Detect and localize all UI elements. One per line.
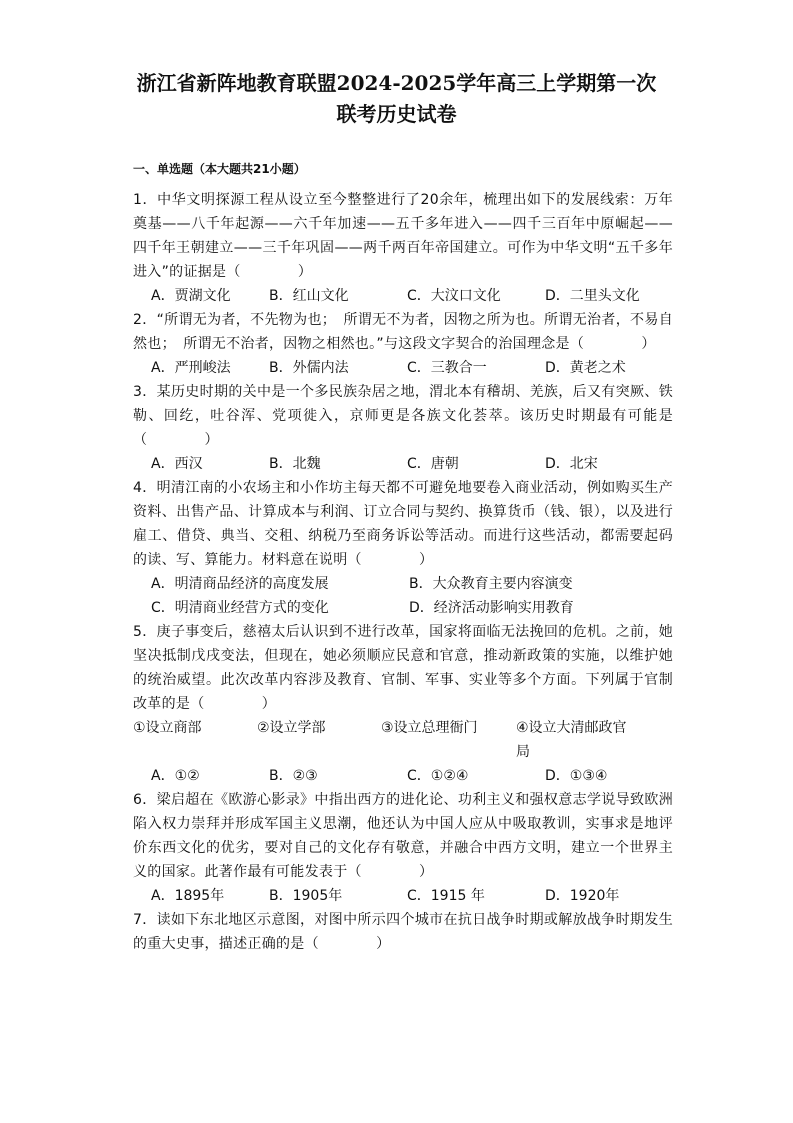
option-row	[133, 452, 673, 476]
sub-item-row	[133, 716, 673, 764]
section-heading: 一、单选题（本大题共21小题）	[133, 162, 306, 176]
question-stem: 2．“所谓无为者，不先物为也； 所谓无不为者，因物之所为也。所谓无治者，不易自然也； 所谓无不治者，因物之相然也。”与这段文字契合的治国理念是（ ）	[133, 312, 673, 352]
question-stem: 7．读如下东北地区示意图，对图中所示四个城市在抗日战争时期或解放战争时期发生的重大史事，描述正确的是（ ）	[133, 912, 673, 952]
question-4	[133, 476, 673, 620]
option-a: A．西汉	[151, 456, 203, 472]
option-d: D．二里头文化	[545, 288, 640, 304]
option-a: A．贾湖文化	[151, 288, 231, 304]
question-stem: 4．明清江南的小农场主和小作坊主每天都不可避免地要卷入商业活动，例如购买生产资料、出售产品、计算成本与利润、订立合同与契约、换算货币（钱、银），以及进行雇工、借贷、典当、交租、纳税乃至商务诉讼等活动。而进行这些活动，都需要起码的读、写、算能力。材料意在说明（ ）	[133, 480, 673, 568]
sub-item-2: ②设立学部	[257, 720, 326, 736]
question-6	[133, 788, 673, 908]
option-row	[133, 284, 673, 308]
question-1	[133, 188, 673, 308]
question-list	[133, 188, 673, 956]
option-b: B．1905年	[269, 888, 343, 904]
document-title	[100, 68, 693, 130]
option-c: C．唐朝	[407, 456, 459, 472]
question-stem: 5．庚子事变后，慈禧太后认识到不进行改革，国家将面临无法挽回的危机。之前，她坚决抵制戊戌变法，但现在，她必须顺应民意和官意，推动新政策的实施，以维护她的统治威望。此次改革内容涉及教育、官制、军事、实业等多个方面。下列属于官制改革的是（ ）	[133, 624, 673, 712]
option-row	[133, 884, 673, 908]
option-d: D．北宋	[545, 456, 598, 472]
option-c: C．三教合一	[407, 360, 487, 376]
option-d: D．①③④	[545, 768, 608, 784]
question-stem: 3．某历史时期的关中是一个多民族杂居之地，渭北本有稽胡、羌族，后又有突厥、铁勒、回纥，吐谷浑、党项徙入，京师更是各族文化荟萃。该历史时期最有可能是（ ）	[133, 384, 673, 448]
option-b: B．北魏	[269, 456, 321, 472]
option-b: B．②③	[269, 768, 318, 784]
title-line-1: 浙江省新阵地教育联盟2024-2025学年高三上学期第一次	[136, 71, 657, 95]
option-b: B．外儒内法	[269, 360, 349, 376]
question-2	[133, 308, 673, 380]
sub-item-4: ④设立大清邮政官局	[516, 720, 627, 760]
option-a: A．明清商品经济的高度发展	[151, 576, 329, 592]
option-c: C．大汶口文化	[407, 288, 501, 304]
sub-item-3: ③设立总理衙门	[381, 720, 478, 736]
option-c: C．明清商业经营方式的变化	[151, 600, 329, 616]
question-stem: 1．中华文明探源工程从设立至今整整进行了20余年，梳理出如下的发展线索：万年奠基——八千年起源——六千年加速——五千多年进入——四千三百年中原崛起——四千年王朝建立——三千年巩固——两千两百年帝国建立。可作为中华文明“五千多年进入”的证据是（ ）	[133, 192, 673, 280]
sub-item-1: ①设立商部	[133, 720, 202, 736]
option-d: D．1920年	[545, 888, 620, 904]
question-stem: 6．梁启超在《欧游心影录》中指出西方的进化论、功利主义和强权意志学说导致欧洲陷入权力崇拜并形成军国主义思潮，他还认为中国人应从中吸取教训，实事求是地评价东西文化的优劣，要对自己的文化存有敬意，并融合中西方文明，建立一个世界主义的国家。此著作最有可能发表于（ ）	[133, 792, 673, 880]
option-row	[133, 764, 673, 788]
option-c: C．1915 年	[407, 888, 485, 904]
option-c: C．①②④	[407, 768, 469, 784]
question-7	[133, 908, 673, 956]
option-b: B．红山文化	[269, 288, 349, 304]
option-row	[133, 572, 673, 596]
option-d: D．黄老之术	[545, 360, 626, 376]
question-3	[133, 380, 673, 476]
question-5	[133, 620, 673, 788]
option-a: A．①②	[151, 768, 200, 784]
option-row	[133, 356, 673, 380]
option-row	[133, 596, 673, 620]
option-d: D．经济活动影响实用教育	[409, 600, 574, 616]
option-a: A．1895年	[151, 888, 225, 904]
option-a: A．严刑峻法	[151, 360, 231, 376]
option-b: B．大众教育主要内容演变	[409, 576, 573, 592]
title-line-2: 联考历史试卷	[336, 102, 457, 126]
